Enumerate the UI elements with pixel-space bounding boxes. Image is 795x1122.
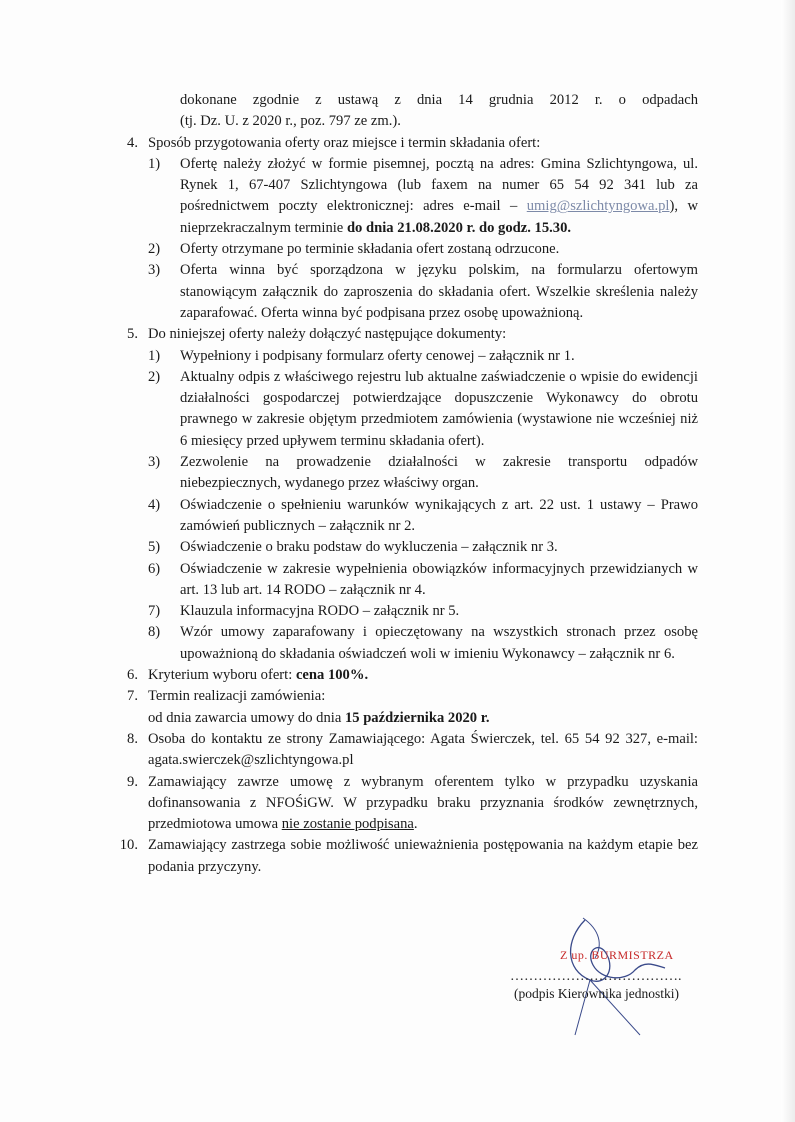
section-text-line2 [148,708,698,729]
section-5 [108,324,698,345]
document-body [108,90,698,878]
email-link[interactable]: umig@szlichtyngowa.pl [526,198,670,215]
list-item [148,559,698,602]
list-item [148,622,698,665]
item-number: 8) [148,624,161,641]
signature-dots: ………………………………. [510,969,682,984]
deadline-bold: do dnia 21.08.2020 r. do godz. 15.30. [346,219,572,236]
item-number: 3) [148,262,161,279]
list-item [148,154,698,239]
item-text: Oferta winna być sporządzona w języku polskim, na formularzu ofertowym stanowiącym załącznik do zaproszenia do składania ofert. Wszelkie skreślenia należy zaparafować. Oferta winna być podpisana przez osobę upoważnioną. [180,262,698,321]
section-10 [108,835,698,878]
section-title: Do niniejszej oferty należy dołączyć następujące dokumenty: [148,326,507,343]
section-text-part: . [413,816,418,833]
item-text [180,154,698,239]
item-text-part: Ofertę należy złożyć w formie pisemnej, pocztą na adres: Gmina Szlichtyngowa, ul. Rynek 1, 67-407 Szlichtyngowa (lub faxem na numer 65 54 92 341 lub za pośrednictwem poczty elektronicznej: adres e-mail – [180,155,698,215]
criterion-bold: cena 100%. [295,667,369,684]
item-text: Oświadczenie o spełnieniu warunków wynikających z art. 22 ust. 1 ustawy – Prawo zamówień publicznych – załącznik nr 2. [180,496,698,534]
section-5-list [148,346,698,665]
section-4 [108,133,698,154]
page-edge-shadow [781,0,795,1122]
item-number: 1) [148,155,161,172]
item-text: Klauzula informacyjna RODO – załącznik nr 5. [180,603,460,620]
list-item [148,239,698,260]
item-number: 5) [148,539,161,556]
section-9 [108,772,698,836]
section-text: Zamawiający zastrzega sobie możliwość unieważnienia postępowania na każdym etapie bez podania przyczyny. [148,837,698,875]
list-item [148,260,698,324]
section-text [148,686,698,729]
section-number: 9. [127,773,138,790]
section-text [148,665,698,686]
section-number: 7. [127,688,138,705]
item-number: 4) [148,496,161,513]
section-text [148,772,698,836]
section-4-list [148,154,698,324]
intro-line: dokonane zgodnie z ustawą z dnia 14 grudnia 2012 r. o odpadach [180,92,698,108]
stamp-line: Z up. BURMISTRZA [560,948,674,962]
section-number: 10. [119,837,138,854]
section-number: 5. [127,326,138,343]
intro-line: (tj. Dz. U. z 2020 r., poz. 797 ze zm.). [180,113,401,130]
section-number: 4. [127,134,138,151]
section-text-part: Kryterium wyboru ofert: [148,667,296,684]
item-text: Oświadczenie w zakresie wypełnienia obowiązków informacyjnych przewidzianych w art. 13 lub art. 14 RODO – załącznik nr 4. [180,560,698,598]
item-text: Wypełniony i podpisany formularz oferty cenowej – załącznik nr 1. [180,347,575,364]
item-number: 2) [148,368,161,385]
item-text: Aktualny odpis z właściwego rejestru lub aktualne zaświadczenie o wpisie do ewidencji działalności gospodarczej potwierdzające dopuszczenie Wykonawcy do obrotu prawnego w zakresie objętym przedmiotem zamówienia (wystawione nie wcześniej niż 6 miesięcy przed upływem terminu składania ofert). [180,368,698,449]
list-item [148,537,698,558]
item-number: 6) [148,560,161,577]
item-text: Oświadczenie o braku podstaw do wykluczenia – załącznik nr 3. [180,539,558,556]
list-item [148,495,698,538]
signature-caption: (podpis Kierownika jednostki) [514,986,679,1001]
item-text: Oferty otrzymane po terminie składania ofert zostaną odrzucone. [180,241,560,258]
section-text-part: Zamawiający zawrze umowę z wybranym oferentem tylko w przypadku uzyskania dofinansowania z NFOŚiGW. W przypadku braku przyznania środków zewnętrznych, przedmiotowa umowa [148,773,698,833]
section-number: 6. [127,667,138,684]
list-item [148,452,698,495]
section-6 [108,665,698,686]
intro-continuation [108,90,698,133]
underlined-text: nie zostanie podpisana [281,816,414,833]
item-text: Wzór umowy zaparafowany i opieczętowany na wszystkich stronach przez osobę upoważnioną do składania oświadczeń woli w imieniu Wykonawcy – załącznik nr 6. [180,624,698,662]
item-text: Zezwolenie na prowadzenie działalności w zakresie transportu odpadów niebezpiecznych, wydanego przez właściwy organ. [180,454,698,492]
list-item [148,367,698,452]
item-number: 7) [148,603,161,620]
section-title: Sposób przygotowania oferty oraz miejsce i termin składania ofert: [148,134,541,151]
item-number: 2) [148,241,161,258]
section-text-part: Termin realizacji zamówienia: [148,688,326,705]
section-7 [108,686,698,729]
item-number: 3) [148,454,161,471]
date-bold: 15 października 2020 r. [344,709,490,726]
item-number: 1) [148,347,161,364]
signature-block [510,946,700,1026]
item-text-part: ), w nieprzekraczalnym terminie [180,198,698,236]
list-item [148,601,698,622]
list-item [148,346,698,367]
section-text: Osoba do kontaktu ze strony Zamawiającego: Agata Świerczek, tel. 65 54 92 327, e-mail: agata.swierczek@szlichtyngowa.pl [148,730,698,769]
section-8 [108,729,698,772]
section-text-part: od dnia zawarcia umowy do dnia [148,709,345,726]
section-number: 8. [127,730,138,747]
